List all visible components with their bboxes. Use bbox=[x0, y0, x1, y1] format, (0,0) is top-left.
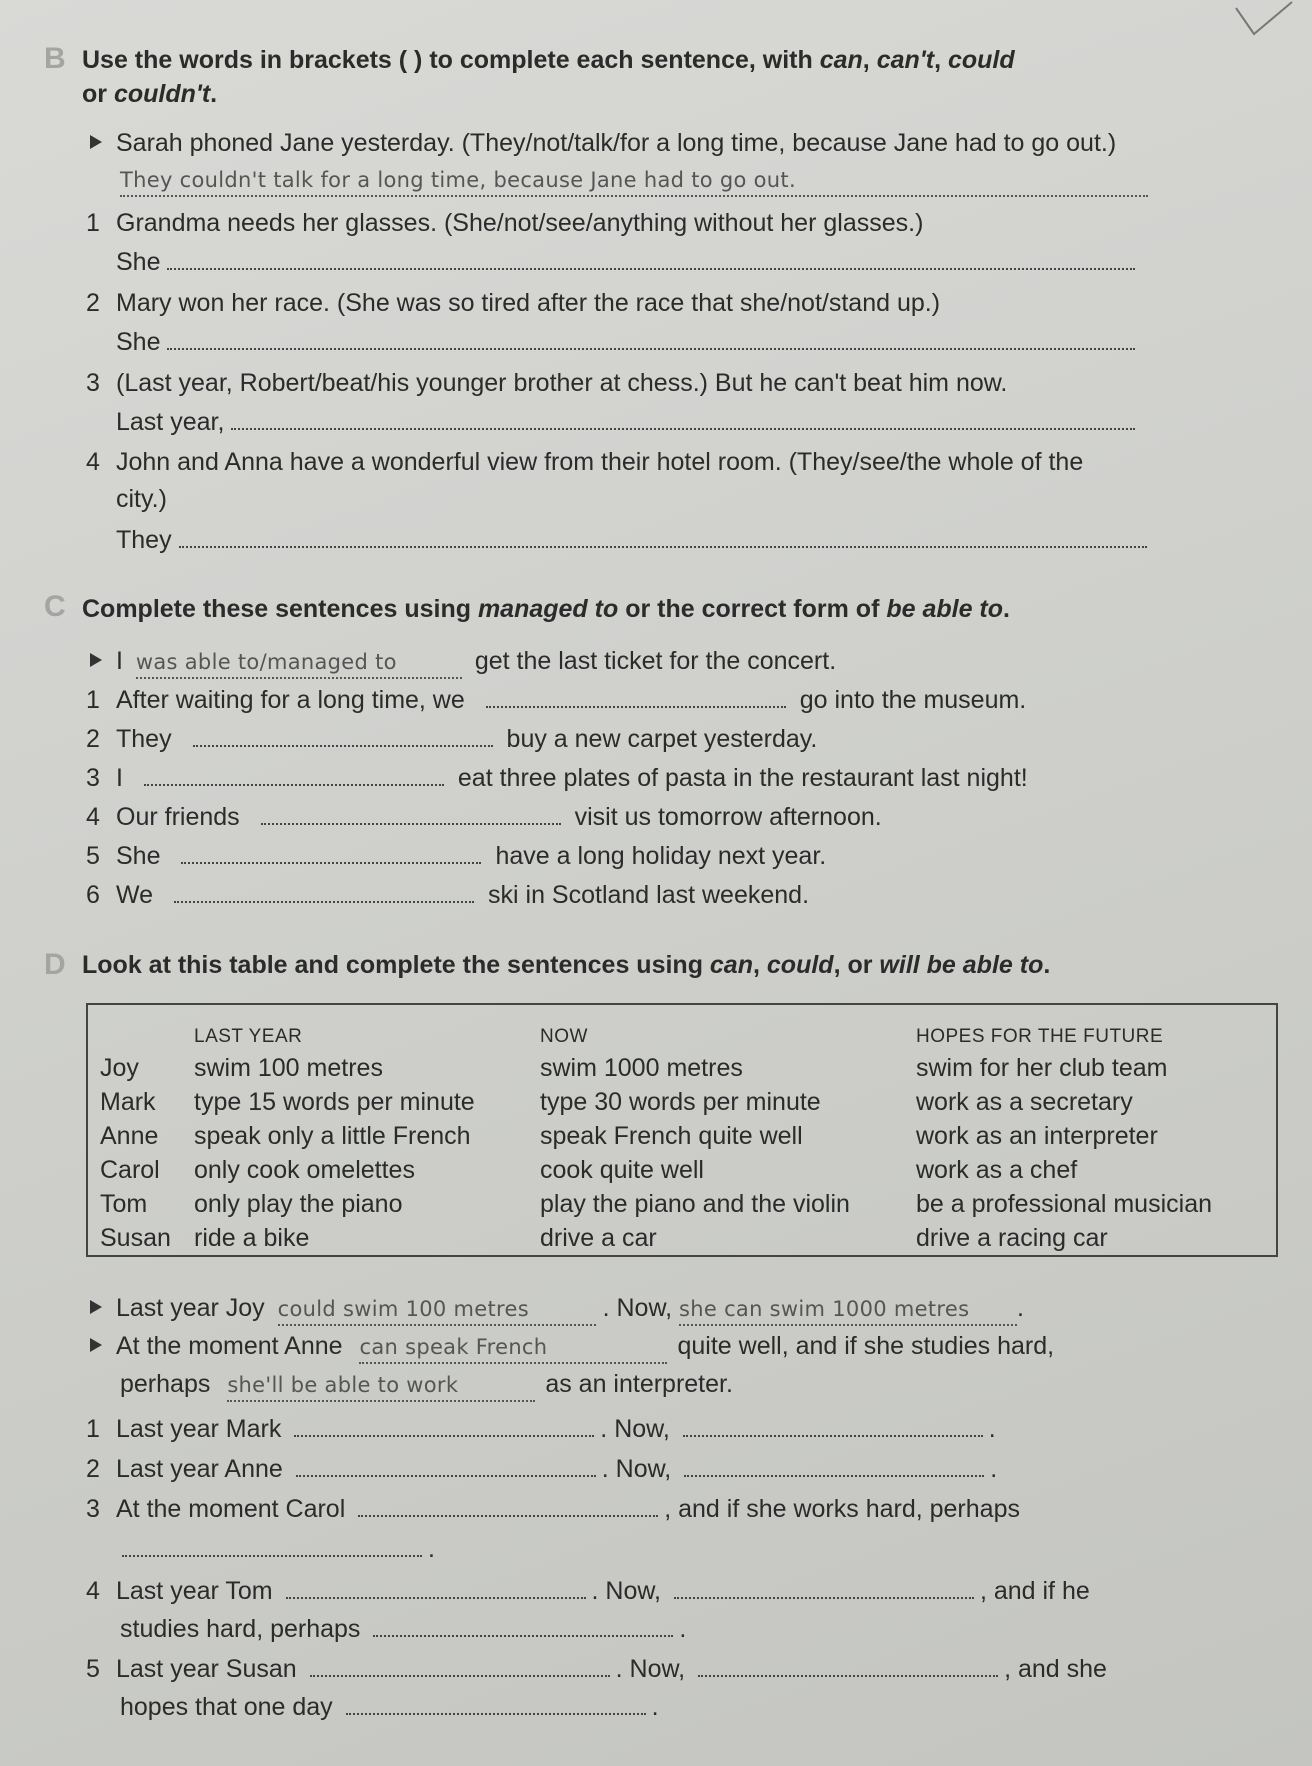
row-name: Mark bbox=[100, 1088, 156, 1116]
section-b-example-answer: They couldn't talk for a long time, because Jane had to go out. bbox=[120, 164, 1148, 197]
section-d-example-2: At the moment Anne can speak French quite well, and if she studies hard, bbox=[90, 1331, 1054, 1364]
section-c-title: Complete these sentences using managed to or the correct form of be able to. bbox=[82, 595, 1010, 623]
section-d-question-5: 5 Last year Susan . Now, , and she bbox=[86, 1655, 1107, 1683]
bullet-arrow-icon bbox=[90, 653, 102, 667]
section-d-question-3-cont: . bbox=[122, 1533, 435, 1564]
row-name: Joy bbox=[100, 1054, 139, 1082]
section-b-item-1: 1 Grandma needs her glasses. (She/not/see/anything without her glasses.) bbox=[86, 209, 924, 237]
section-b-item-2: 2 Mary won her race. (She was so tired after the race that she/not/stand up.) bbox=[86, 289, 941, 317]
answer-blank[interactable] bbox=[486, 684, 786, 708]
row-now: type 30 words per minute bbox=[540, 1088, 821, 1116]
answer-blank[interactable] bbox=[310, 1653, 610, 1677]
answer-blank[interactable] bbox=[296, 1453, 596, 1477]
section-b-title: Use the words in brackets ( ) to complete each sentence, with can, can't, could bbox=[82, 46, 1015, 74]
section-b-answer-2: She bbox=[116, 326, 1135, 357]
answer-blank[interactable] bbox=[122, 1533, 422, 1557]
section-c-item-2: 2 They buy a new carpet yesterday. bbox=[86, 725, 818, 753]
header-future: HOPES FOR THE FUTURE bbox=[916, 1026, 1164, 1047]
section-b-item-4-cont: city.) bbox=[116, 485, 167, 513]
section-d-example-1: Last year Joy could swim 100 metres . Now, she can swim 1000 metres . bbox=[90, 1293, 1024, 1326]
answer-blank[interactable] bbox=[286, 1575, 586, 1599]
section-b-answer-3: Last year, bbox=[116, 406, 1135, 437]
answer-blank[interactable] bbox=[698, 1653, 998, 1677]
ability-table bbox=[86, 1003, 1278, 1257]
answer-blank[interactable] bbox=[144, 762, 444, 786]
section-b-item-4: 4 John and Anna have a wonderful view from their hotel room. (They/see/the whole of the bbox=[86, 448, 1084, 476]
bullet-arrow-icon bbox=[90, 1338, 102, 1352]
row-future: work as a secretary bbox=[916, 1088, 1133, 1116]
row-name: Tom bbox=[100, 1190, 148, 1218]
section-c-letter: C bbox=[44, 590, 66, 623]
section-b-answer-4: They bbox=[116, 524, 1147, 555]
answer-blank[interactable] bbox=[674, 1575, 974, 1599]
row-future: swim for her club team bbox=[916, 1054, 1168, 1082]
row-last: only play the piano bbox=[194, 1190, 403, 1218]
answer-blank[interactable] bbox=[193, 723, 493, 747]
section-d-question-4: 4 Last year Tom . Now, , and if he bbox=[86, 1577, 1090, 1605]
row-last: speak only a little French bbox=[194, 1122, 471, 1150]
answer-blank[interactable] bbox=[261, 801, 561, 825]
section-c-item-3: 3 I eat three plates of pasta in the restaurant last night! bbox=[86, 764, 1028, 792]
section-c-item-1: 1 After waiting for a long time, we go into the museum. bbox=[86, 686, 1027, 714]
section-b-example-prompt: Sarah phoned Jane yesterday. (They/not/talk/for a long time, because Jane had to go out.) bbox=[90, 128, 1116, 158]
answer-blank[interactable] bbox=[181, 840, 481, 864]
row-last: ride a bike bbox=[194, 1224, 310, 1252]
row-future: work as a chef bbox=[916, 1156, 1078, 1184]
section-d-question-4-cont: studies hard, perhaps . bbox=[120, 1615, 687, 1643]
section-c-item-4: 4 Our friends visit us tomorrow afternoon. bbox=[86, 803, 882, 831]
answer-blank[interactable] bbox=[167, 246, 1135, 270]
row-name: Susan bbox=[100, 1224, 171, 1252]
section-d-title: Look at this table and complete the sentences using can, could, or will be able to. bbox=[82, 951, 1051, 979]
section-b-answer-1: She bbox=[116, 246, 1135, 277]
row-future: work as an interpreter bbox=[916, 1122, 1158, 1150]
section-d-example-2-cont: perhaps she'll be able to work as an interpreter. bbox=[120, 1369, 733, 1402]
answer-blank[interactable] bbox=[358, 1493, 658, 1517]
row-now: play the piano and the violin bbox=[540, 1190, 850, 1218]
answer-blank[interactable] bbox=[167, 326, 1135, 350]
answer-blank[interactable] bbox=[373, 1613, 673, 1637]
row-last: only cook omelettes bbox=[194, 1156, 415, 1184]
section-d-question-1: 1 Last year Mark . Now, . bbox=[86, 1415, 996, 1443]
row-now: cook quite well bbox=[540, 1156, 704, 1184]
row-name: Anne bbox=[100, 1122, 159, 1150]
section-d-question-3: 3 At the moment Carol , and if she works hard, perhaps bbox=[86, 1495, 1020, 1523]
row-name: Carol bbox=[100, 1156, 160, 1184]
bullet-arrow-icon bbox=[90, 1300, 102, 1314]
header-now: NOW bbox=[540, 1026, 588, 1047]
row-last: type 15 words per minute bbox=[194, 1088, 475, 1116]
answer-blank[interactable] bbox=[174, 879, 474, 903]
section-c-item-5: 5 She have a long holiday next year. bbox=[86, 842, 827, 870]
row-now: drive a car bbox=[540, 1224, 657, 1252]
answer-blank[interactable] bbox=[179, 524, 1147, 548]
answer-blank[interactable] bbox=[231, 406, 1135, 430]
section-c-item-6: 6 We ski in Scotland last weekend. bbox=[86, 881, 810, 909]
answer-blank[interactable] bbox=[346, 1691, 646, 1715]
bullet-arrow-icon bbox=[90, 135, 102, 149]
section-b-letter: B bbox=[44, 42, 66, 75]
row-future: drive a racing car bbox=[916, 1224, 1108, 1252]
section-b-item-3: 3 (Last year, Robert/beat/his younger brother at chess.) But he can't beat him now. bbox=[86, 369, 1008, 397]
section-d-question-2: 2 Last year Anne . Now, . bbox=[86, 1455, 998, 1483]
section-b-title-line2: or couldn't. bbox=[82, 80, 218, 108]
section-d-question-5-cont: hopes that one day . bbox=[120, 1693, 659, 1721]
row-now: speak French quite well bbox=[540, 1122, 803, 1150]
answer-blank[interactable] bbox=[294, 1413, 594, 1437]
section-c-example: I was able to/managed to get the last ticket for the concert. bbox=[90, 646, 836, 679]
checkmark-icon bbox=[1234, 0, 1294, 40]
row-last: swim 100 metres bbox=[194, 1054, 383, 1082]
section-d-letter: D bbox=[44, 948, 66, 981]
answer-blank[interactable] bbox=[683, 1413, 983, 1437]
row-now: swim 1000 metres bbox=[540, 1054, 743, 1082]
answer-blank[interactable] bbox=[684, 1453, 984, 1477]
row-future: be a professional musician bbox=[916, 1190, 1212, 1218]
header-last-year: LAST YEAR bbox=[194, 1026, 303, 1047]
